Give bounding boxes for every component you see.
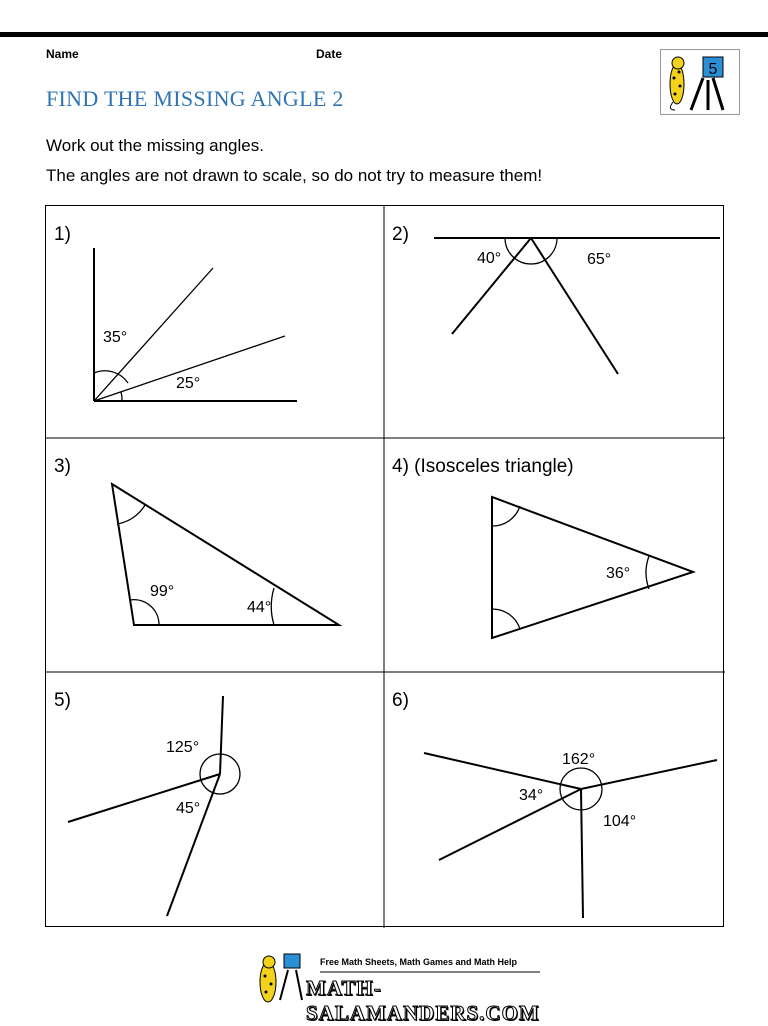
diagram-5: [46, 672, 384, 928]
angle-label: 104°: [603, 813, 637, 830]
angle-label: 99°: [150, 583, 175, 600]
question-number: 1): [54, 224, 71, 245]
diagram-4: [384, 438, 725, 672]
diagram-3: [46, 438, 384, 672]
question-grid: [45, 205, 724, 927]
angle-label: 162°: [562, 751, 596, 768]
diagram-1: [46, 206, 384, 438]
footer-logo[interactable]: [248, 950, 548, 1025]
logo-grade: 5: [708, 61, 718, 78]
page-title: FIND THE MISSING ANGLE 2: [46, 86, 344, 111]
angle-label: 34°: [519, 787, 544, 804]
instruction-2: The angles are not drawn to scale, so do not try to measure them!: [46, 166, 543, 185]
footer-brand: MATH-SALAMANDERS.COM: [306, 976, 540, 1025]
instruction-1: Work out the missing angles.: [46, 136, 264, 155]
question-number: 6): [392, 690, 409, 711]
diagram-6: [384, 672, 725, 928]
angle-label: 125°: [166, 739, 200, 756]
salamander-icon: [248, 950, 308, 1010]
name-label: Name: [46, 47, 79, 61]
angle-label: 65°: [587, 251, 612, 268]
angle-label: 36°: [606, 565, 631, 582]
footer-tagline: Free Math Sheets, Math Games and Math Help: [320, 957, 518, 967]
question-6: [384, 672, 725, 928]
angle-label: 35°: [103, 329, 128, 346]
question-number: 2): [392, 224, 409, 245]
angle-label: 44°: [247, 599, 272, 616]
top-rule: [0, 32, 768, 37]
question-2: [384, 206, 725, 438]
question-number: 4) (Isosceles triangle): [392, 456, 574, 477]
question-number: 3): [54, 456, 71, 477]
question-5: [46, 672, 384, 928]
angle-label: 45°: [176, 800, 201, 817]
date-label: Date: [316, 47, 343, 61]
question-4: [384, 438, 725, 672]
question-1: [46, 206, 384, 438]
angle-label: 25°: [176, 375, 201, 392]
footer-rule: [320, 971, 540, 973]
question-3: [46, 438, 384, 672]
diagram-2: [384, 206, 725, 438]
angle-label: 40°: [477, 250, 502, 267]
question-number: 5): [54, 690, 71, 711]
logo: [660, 49, 740, 115]
